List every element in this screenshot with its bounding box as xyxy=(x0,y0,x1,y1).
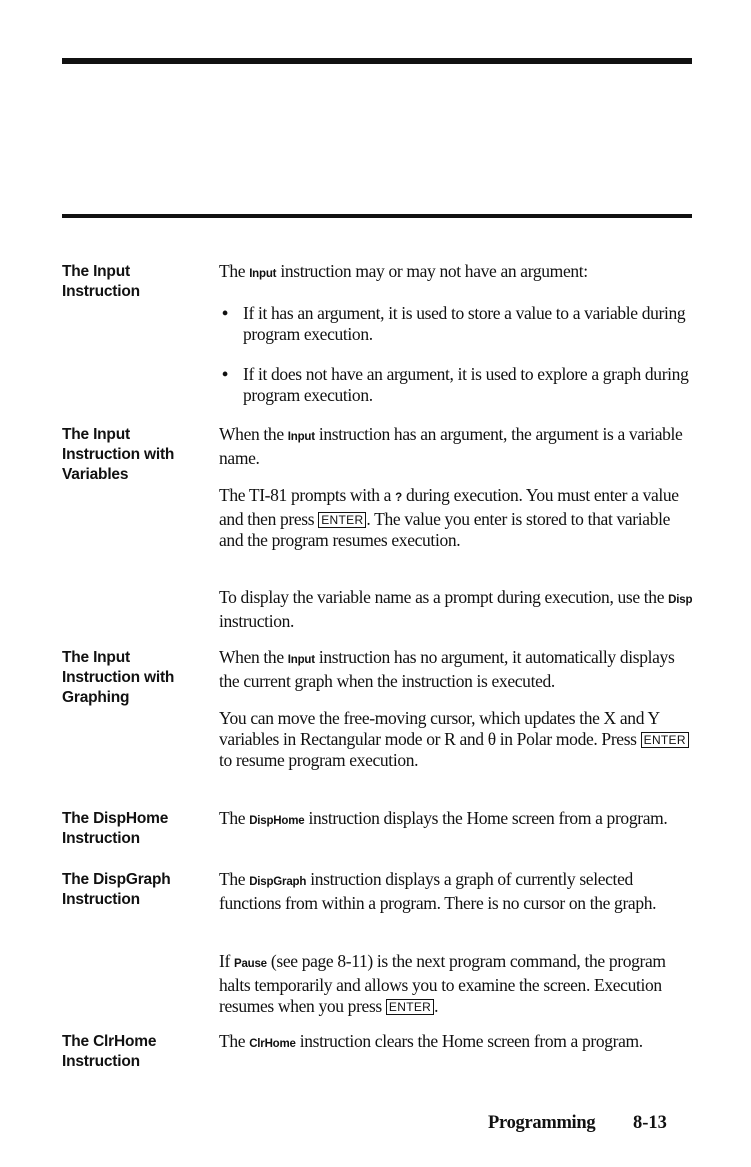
text: When the xyxy=(219,424,288,444)
command-token: ClrHome xyxy=(249,1038,296,1050)
dispgraph-paragraph-1 xyxy=(219,869,693,914)
text: The xyxy=(219,261,250,281)
heading-input-variables xyxy=(62,425,202,485)
command-token: Pause xyxy=(233,958,267,970)
command-token: Input xyxy=(287,654,315,666)
page-number: 8-13 xyxy=(633,1113,667,1133)
text: instruction. xyxy=(219,611,295,631)
footer-section-title: Programming xyxy=(488,1113,596,1133)
heading-line: The DispGraph xyxy=(62,871,171,888)
text: instruction displays the Home screen from a program. xyxy=(304,808,668,828)
graphing-paragraph-1 xyxy=(219,647,693,692)
text: You can move the free-moving cursor, which updates the X and Y variables in Rectangular mode or R and θ in Polar mode. Press xyxy=(219,708,660,749)
command-token: ? xyxy=(395,492,402,504)
text: to resume program execution. xyxy=(219,750,419,770)
heading-line: The DispHome xyxy=(62,810,169,827)
variables-paragraph-3 xyxy=(219,587,693,632)
enter-key: ENTER xyxy=(641,732,689,748)
enter-key: ENTER xyxy=(386,999,434,1015)
heading-disphome xyxy=(62,809,202,849)
heading-line: The Input xyxy=(62,649,130,666)
text: The xyxy=(219,808,250,828)
text: The xyxy=(219,1031,250,1051)
command-token: Disp xyxy=(668,594,693,606)
heading-dispgraph xyxy=(62,870,202,910)
bullet-icon: • xyxy=(222,364,228,384)
heading-line: Instruction with xyxy=(62,669,175,686)
text: instruction displays a graph of currently selected functions from within a program. There is no cursor on the graph. xyxy=(219,869,657,913)
text: To display the variable name as a prompt during execution, use the xyxy=(219,587,669,607)
text: (see page 8-11) is the next program command, the program halts temporarily and allows you to examine the screen. Execution resumes when you press xyxy=(219,951,666,1016)
heading-line: Instruction with xyxy=(62,446,175,463)
section-rule xyxy=(62,214,692,218)
text: . The value you enter is stored to that variable and the program resumes execution. xyxy=(219,509,671,550)
input-intro-paragraph xyxy=(219,261,693,285)
heading-clrhome xyxy=(62,1032,202,1072)
heading-input-instruction xyxy=(62,262,202,302)
text: during execution. You must enter a value and then press xyxy=(219,485,679,529)
command-token: Input xyxy=(287,431,315,443)
top-rule xyxy=(62,58,692,64)
bullet-item xyxy=(219,364,693,406)
bullet-text: If it does not have an argument, it is used to explore a graph during program execution. xyxy=(243,364,689,405)
heading-line: The Input xyxy=(62,426,130,443)
bullet-text: If it has an argument, it is used to store a value to a variable during program execution. xyxy=(243,303,686,344)
bullet-icon: • xyxy=(222,303,228,323)
text: instruction clears the Home screen from a program. xyxy=(295,1031,643,1051)
graphing-paragraph-2 xyxy=(219,708,693,771)
variables-paragraph-2 xyxy=(219,485,693,551)
heading-line: The Input xyxy=(62,263,130,280)
heading-line: Instruction xyxy=(62,830,140,847)
heading-input-graphing xyxy=(62,648,202,708)
text: If xyxy=(219,951,234,971)
heading-line: Instruction xyxy=(62,891,140,908)
heading-line: Instruction xyxy=(62,283,140,300)
heading-line: Graphing xyxy=(62,689,130,706)
text: . xyxy=(434,996,439,1016)
command-token: DispGraph xyxy=(249,876,307,888)
text: instruction has an argument, the argument is a variable name. xyxy=(219,424,683,468)
heading-line: Variables xyxy=(62,466,129,483)
dispgraph-paragraph-2 xyxy=(219,951,693,1017)
command-token: Input xyxy=(249,268,277,280)
text: The TI-81 prompts with a xyxy=(219,485,396,505)
disphome-paragraph xyxy=(219,808,693,832)
bullet-item xyxy=(219,303,693,345)
variables-paragraph-1 xyxy=(219,424,693,469)
heading-line: Instruction xyxy=(62,1053,140,1070)
command-token: DispHome xyxy=(249,815,305,827)
text: When the xyxy=(219,647,288,667)
text: instruction has no argument, it automatically displays the current graph when the instruction is executed. xyxy=(219,647,675,691)
heading-line: The ClrHome xyxy=(62,1033,157,1050)
text: instruction may or may not have an argument: xyxy=(276,261,588,281)
text: The xyxy=(219,869,250,889)
enter-key: ENTER xyxy=(318,512,366,528)
clrhome-paragraph xyxy=(219,1031,693,1055)
